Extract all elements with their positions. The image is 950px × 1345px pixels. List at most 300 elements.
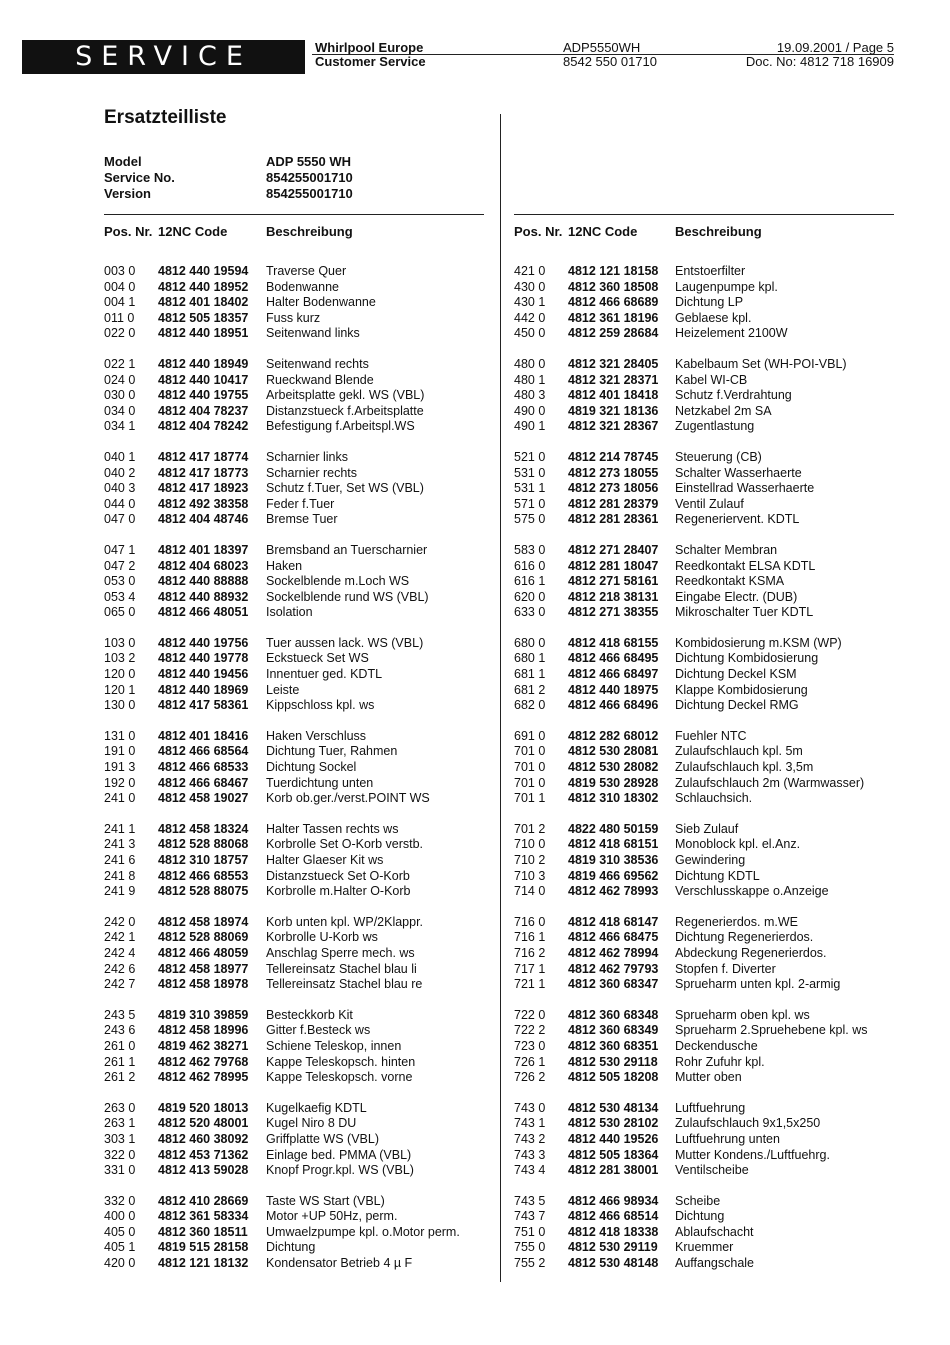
desc-cell: Dichtung Kombidosierung xyxy=(675,651,819,666)
desc-cell: Rueckwand Blende xyxy=(266,372,374,387)
code-cell: 4812 466 68564 xyxy=(158,744,249,759)
pos-cell: 723 0 xyxy=(514,1038,546,1053)
desc-cell: Korbrolle Set O-Korb verstb. xyxy=(266,837,424,852)
desc-cell: Kugel Niro 8 DU xyxy=(266,1116,357,1131)
table-row xyxy=(514,884,894,900)
pos-cell: 681 2 xyxy=(514,682,546,697)
pos-cell: 726 1 xyxy=(514,1054,546,1069)
desc-cell: Einstellrad Wasserhaerte xyxy=(675,481,815,496)
code-cell: 4812 466 68553 xyxy=(158,868,249,883)
code-cell: 4819 466 69562 xyxy=(568,868,659,883)
desc-cell: Bremse Tuer xyxy=(266,512,338,527)
pos-cell: 004 1 xyxy=(104,295,136,310)
code-cell: 4812 440 88888 xyxy=(158,574,249,589)
table-row xyxy=(514,1055,894,1071)
table-row xyxy=(514,264,894,280)
table-row xyxy=(514,1225,894,1241)
pos-cell: 400 0 xyxy=(104,1209,136,1224)
code-cell: 4812 281 38001 xyxy=(568,1163,659,1178)
desc-cell: Netzkabel 2m SA xyxy=(675,403,772,418)
desc-cell: Zulaufschlauch kpl. 5m xyxy=(675,744,803,759)
pos-cell: 531 1 xyxy=(514,481,546,496)
pos-cell: 322 0 xyxy=(104,1147,136,1162)
table-row xyxy=(104,1148,484,1164)
pos-cell: 130 0 xyxy=(104,698,136,713)
desc-cell: Kappe Teleskopsch. hinten xyxy=(266,1054,416,1069)
code-cell: 4812 466 68496 xyxy=(568,698,659,713)
desc-cell: Distanzstueck f.Arbeitsplatte xyxy=(266,403,424,418)
code-cell: 4812 418 68147 xyxy=(568,914,659,929)
pos-cell: 633 0 xyxy=(514,605,546,620)
table-row xyxy=(514,1023,894,1039)
pos-cell: 716 1 xyxy=(514,930,546,945)
table-row xyxy=(104,1023,484,1039)
code-cell: 4812 281 18047 xyxy=(568,558,659,573)
desc-cell: Tuerdichtung unten xyxy=(266,775,374,790)
desc-cell: Umwaelzpumpe kpl. o.Motor perm. xyxy=(266,1224,460,1239)
pos-cell: 242 4 xyxy=(104,945,136,960)
table-row xyxy=(514,466,894,482)
desc-cell: Eckstueck Set WS xyxy=(266,651,369,666)
parts-group xyxy=(104,1008,484,1086)
table-row xyxy=(514,853,894,869)
table-row xyxy=(514,1039,894,1055)
table-row xyxy=(104,791,484,807)
pos-cell: 303 1 xyxy=(104,1131,136,1146)
parts-group xyxy=(514,1008,894,1086)
table-row xyxy=(514,667,894,683)
table-row xyxy=(514,698,894,714)
pos-cell: 263 0 xyxy=(104,1100,136,1115)
left-groups xyxy=(104,250,484,1272)
table-row xyxy=(514,946,894,962)
pos-cell: 521 0 xyxy=(514,449,546,464)
pos-cell: 743 2 xyxy=(514,1131,546,1146)
code-cell: 4812 466 68497 xyxy=(568,667,659,682)
meta-label: Model xyxy=(104,154,142,169)
table-row xyxy=(104,373,484,389)
meta-row xyxy=(104,186,353,202)
pos-cell: 120 0 xyxy=(104,667,136,682)
desc-cell: Mutter oben xyxy=(675,1070,742,1085)
model-line-1: ADP5550WH xyxy=(563,40,641,55)
table-header xyxy=(104,214,484,250)
code-cell: 4812 458 18974 xyxy=(158,914,249,929)
desc-cell: Besteckkorb Kit xyxy=(266,1007,353,1022)
desc-cell: Haken xyxy=(266,558,303,573)
header-pos: Pos. Nr. xyxy=(514,224,563,239)
code-cell: 4812 466 68514 xyxy=(568,1209,659,1224)
pos-cell: 261 1 xyxy=(104,1054,136,1069)
meta-label: Service No. xyxy=(104,170,175,185)
table-row xyxy=(514,1256,894,1272)
meta-row xyxy=(104,154,353,170)
code-cell: 4812 321 28371 xyxy=(568,372,659,387)
desc-cell: Deckendusche xyxy=(675,1038,758,1053)
desc-cell: Luftfuehrung xyxy=(675,1100,746,1115)
desc-cell: Haken Verschluss xyxy=(266,728,367,743)
code-cell: 4812 505 18357 xyxy=(158,310,249,325)
table-row xyxy=(104,1240,484,1256)
code-cell: 4812 417 18923 xyxy=(158,481,249,496)
table-row xyxy=(104,869,484,885)
desc-cell: Fuehler NTC xyxy=(675,728,747,743)
pos-cell: 120 1 xyxy=(104,682,136,697)
table-row xyxy=(104,651,484,667)
desc-cell: Schlauchsich. xyxy=(675,791,753,806)
table-row xyxy=(514,930,894,946)
code-cell: 4812 417 58361 xyxy=(158,698,249,713)
code-cell: 4812 530 28082 xyxy=(568,760,659,775)
pos-cell: 755 0 xyxy=(514,1240,546,1255)
table-row xyxy=(514,1008,894,1024)
desc-cell: Zulaufschlauch 9x1,5x250 xyxy=(675,1116,821,1131)
code-cell: 4812 492 38358 xyxy=(158,496,249,511)
desc-cell: Arbeitsplatte gekl. WS (VBL) xyxy=(266,388,425,403)
doc-number: Doc. No: 4812 718 16909 xyxy=(745,54,894,69)
pos-cell: 241 1 xyxy=(104,821,136,836)
table-row xyxy=(514,683,894,699)
desc-cell: Schalter Wasserhaerte xyxy=(675,465,802,480)
table-row xyxy=(514,280,894,296)
code-cell: 4812 460 38092 xyxy=(158,1131,249,1146)
code-cell: 4812 466 68495 xyxy=(568,651,659,666)
code-cell: 4812 310 18757 xyxy=(158,853,249,867)
table-row xyxy=(514,744,894,760)
table-row xyxy=(104,962,484,978)
desc-cell: Anschlag Sperre mech. ws xyxy=(266,945,415,960)
table-row xyxy=(104,760,484,776)
pos-cell: 044 0 xyxy=(104,496,136,511)
code-cell: 4812 360 68349 xyxy=(568,1023,659,1038)
code-cell: 4812 530 29119 xyxy=(568,1240,658,1255)
table-row xyxy=(104,419,484,435)
code-cell: 4812 321 28405 xyxy=(568,356,659,371)
desc-cell: Tuer aussen lack. WS (VBL) xyxy=(266,635,424,650)
pos-cell: 191 3 xyxy=(104,760,136,775)
pos-cell: 241 6 xyxy=(104,853,136,867)
desc-cell: Dichtung KDTL xyxy=(675,868,760,883)
pos-cell: 743 3 xyxy=(514,1147,546,1162)
desc-cell: Tellereinsatz Stachel blau re xyxy=(266,977,423,992)
meta-value: 854255001710 xyxy=(266,186,353,201)
code-cell: 4812 417 18774 xyxy=(158,449,249,464)
code-cell: 4812 401 18397 xyxy=(158,542,249,557)
pos-cell: 480 0 xyxy=(514,356,546,371)
code-cell: 4812 458 18977 xyxy=(158,961,249,976)
pos-cell: 716 0 xyxy=(514,914,546,929)
center-divider xyxy=(500,114,501,1282)
table-row xyxy=(104,264,484,280)
table-row xyxy=(514,1132,894,1148)
code-cell: 4812 528 88069 xyxy=(158,930,249,945)
code-cell: 4812 440 10417 xyxy=(158,372,249,387)
parts-group xyxy=(104,450,484,528)
code-cell: 4819 462 38271 xyxy=(158,1038,249,1053)
desc-cell: Halter Tassen rechts ws xyxy=(266,821,399,836)
table-row xyxy=(104,326,484,342)
pos-cell: 490 0 xyxy=(514,403,546,418)
table-row xyxy=(104,1132,484,1148)
desc-cell: Dichtung Tuer, Rahmen xyxy=(266,744,398,759)
table-row xyxy=(514,837,894,853)
desc-cell: Dichtung xyxy=(266,1240,316,1255)
code-cell: 4812 361 58334 xyxy=(158,1209,249,1224)
desc-cell: Korb unten kpl. WP/2Klappr. xyxy=(266,914,424,929)
desc-cell: Seitenwand rechts xyxy=(266,356,369,371)
parts-table-right xyxy=(514,214,894,1272)
pos-cell: 003 0 xyxy=(104,264,136,278)
pos-cell: 420 0 xyxy=(104,1256,136,1271)
table-row xyxy=(514,311,894,327)
table-row xyxy=(514,1163,894,1179)
table-row xyxy=(104,946,484,962)
code-cell: 4812 505 18208 xyxy=(568,1070,659,1085)
code-cell: 4812 466 68689 xyxy=(568,295,659,310)
code-cell: 4812 440 19778 xyxy=(158,651,249,666)
code-cell: 4812 281 28379 xyxy=(568,496,659,511)
desc-cell: Distanzstueck Set O-Korb xyxy=(266,868,410,883)
code-cell: 4812 404 68023 xyxy=(158,558,249,573)
code-cell: 4812 466 48051 xyxy=(158,605,249,620)
table-row xyxy=(514,636,894,652)
parts-group xyxy=(514,915,894,993)
code-cell: 4812 462 79793 xyxy=(568,961,659,976)
pos-cell: 721 1 xyxy=(514,977,546,992)
pos-cell: 243 6 xyxy=(104,1023,136,1038)
pos-cell: 241 0 xyxy=(104,791,136,806)
parts-group xyxy=(104,1101,484,1179)
table-row xyxy=(514,388,894,404)
parts-group xyxy=(514,357,894,435)
table-row xyxy=(104,1101,484,1117)
desc-cell: Sprueharm oben kpl. ws xyxy=(675,1007,810,1022)
parts-group xyxy=(514,450,894,528)
desc-cell: Sockelblende rund WS (VBL) xyxy=(266,589,429,604)
pos-cell: 103 0 xyxy=(104,635,136,650)
desc-cell: Ablaufschacht xyxy=(675,1224,754,1239)
table-row xyxy=(104,636,484,652)
pos-cell: 616 0 xyxy=(514,558,546,573)
parts-table-left xyxy=(104,214,484,1272)
date-page: 19.09.2001 / Page 5 xyxy=(776,40,894,55)
table-row xyxy=(104,744,484,760)
table-row xyxy=(514,497,894,513)
pos-cell: 131 0 xyxy=(104,728,136,743)
pos-cell: 242 6 xyxy=(104,961,136,976)
desc-cell: Korbrolle m.Halter O-Korb xyxy=(266,884,411,899)
table-row xyxy=(104,466,484,482)
pos-cell: 442 0 xyxy=(514,310,546,325)
pos-cell: 716 2 xyxy=(514,945,546,960)
desc-cell: Fuss kurz xyxy=(266,310,321,325)
desc-cell: Steuerung (CB) xyxy=(675,449,762,464)
code-cell: 4812 273 18056 xyxy=(568,481,659,496)
pos-cell: 680 1 xyxy=(514,651,546,666)
table-row xyxy=(514,357,894,373)
parts-group xyxy=(514,543,894,621)
table-row xyxy=(514,326,894,342)
code-cell: 4812 458 18978 xyxy=(158,977,249,992)
table-row xyxy=(514,962,894,978)
desc-cell: Klappe Kombidosierung xyxy=(675,682,808,697)
parts-group xyxy=(104,822,484,900)
header-pos: Pos. Nr. xyxy=(104,224,153,239)
desc-cell: Sprueharm 2.Spruehebene kpl. ws xyxy=(675,1023,868,1038)
pos-cell: 701 0 xyxy=(514,760,546,775)
desc-cell: Korb ob.ger./verst.POINT WS xyxy=(266,791,430,806)
company-block xyxy=(315,41,426,69)
desc-cell: Laugenpumpe kpl. xyxy=(675,279,778,294)
pos-cell: 616 1 xyxy=(514,574,546,589)
table-row xyxy=(104,729,484,745)
pos-cell: 191 0 xyxy=(104,744,136,759)
code-cell: 4812 528 88068 xyxy=(158,837,249,852)
model-line-2: 8542 550 01710 xyxy=(563,54,657,69)
header-code: 12NC Code xyxy=(568,224,638,239)
table-row xyxy=(104,590,484,606)
code-cell: 4812 360 18511 xyxy=(158,1224,248,1239)
desc-cell: Luftfuehrung unten xyxy=(675,1131,780,1146)
page-title: Ersatzteilliste xyxy=(104,107,227,128)
table-row xyxy=(514,822,894,838)
pos-cell: 241 3 xyxy=(104,837,136,852)
desc-cell: Seitenwand links xyxy=(266,326,360,341)
pos-cell: 480 1 xyxy=(514,372,546,387)
code-cell: 4812 404 48746 xyxy=(158,512,249,527)
table-row xyxy=(104,311,484,327)
code-cell: 4812 418 68151 xyxy=(568,837,659,852)
code-cell: 4812 282 68012 xyxy=(568,728,659,743)
parts-group xyxy=(514,1194,894,1272)
code-cell: 4812 462 78993 xyxy=(568,884,659,899)
desc-cell: Stopfen f. Diverter xyxy=(675,961,776,976)
pos-cell: 680 0 xyxy=(514,635,546,650)
pos-cell: 022 1 xyxy=(104,356,136,371)
desc-cell: Dichtung Sockel xyxy=(266,760,357,775)
code-cell: 4812 273 18055 xyxy=(568,465,659,480)
table-row xyxy=(514,512,894,528)
desc-cell: Taste WS Start (VBL) xyxy=(266,1193,385,1208)
pos-cell: 241 8 xyxy=(104,868,136,883)
pos-cell: 030 0 xyxy=(104,388,136,403)
table-row xyxy=(514,481,894,497)
code-cell: 4812 410 28669 xyxy=(158,1193,249,1208)
table-row xyxy=(514,791,894,807)
desc-cell: Monoblock kpl. el.Anz. xyxy=(675,837,801,852)
table-row xyxy=(104,295,484,311)
desc-cell: Sockelblende m.Loch WS xyxy=(266,574,410,589)
desc-cell: Kabelbaum Set (WH-POI-VBL) xyxy=(675,356,847,371)
table-row xyxy=(104,776,484,792)
pos-cell: 242 0 xyxy=(104,914,136,929)
pos-cell: 743 7 xyxy=(514,1209,546,1224)
code-cell: 4812 271 28407 xyxy=(568,542,659,557)
pos-cell: 040 2 xyxy=(104,465,136,480)
pos-cell: 490 1 xyxy=(514,419,546,434)
pos-cell: 722 2 xyxy=(514,1023,546,1038)
pos-cell: 575 0 xyxy=(514,512,546,527)
table-row xyxy=(104,1008,484,1024)
desc-cell: Mutter Kondens./Luftfuehrg. xyxy=(675,1147,830,1162)
table-row xyxy=(514,295,894,311)
desc-cell: Traverse Quer xyxy=(266,264,347,278)
desc-cell: Kombidosierung m.KSM (WP) xyxy=(675,635,842,650)
code-cell: 4812 520 48001 xyxy=(158,1116,249,1131)
code-cell: 4812 361 18196 xyxy=(568,310,659,325)
parts-group xyxy=(514,636,894,714)
desc-cell: Halter Glaeser Kit ws xyxy=(266,853,384,867)
desc-cell: Schalter Membran xyxy=(675,542,778,557)
parts-group xyxy=(104,915,484,993)
pos-cell: 710 0 xyxy=(514,837,546,852)
pos-cell: 040 1 xyxy=(104,449,136,464)
code-cell: 4812 440 19755 xyxy=(158,388,249,403)
right-groups xyxy=(514,250,894,1272)
code-cell: 4812 321 28367 xyxy=(568,419,659,434)
pos-cell: 053 4 xyxy=(104,589,136,604)
code-cell: 4812 401 18418 xyxy=(568,388,659,403)
model-block xyxy=(563,41,657,69)
code-cell: 4812 360 68348 xyxy=(568,1007,659,1022)
table-row xyxy=(104,605,484,621)
desc-cell: Korbrolle U-Korb ws xyxy=(266,930,378,945)
code-cell: 4812 462 78995 xyxy=(158,1070,249,1085)
code-cell: 4822 480 50159 xyxy=(568,821,659,836)
desc-cell: Feder f.Tuer xyxy=(266,496,335,511)
pos-cell: 405 1 xyxy=(104,1240,136,1255)
parts-group xyxy=(104,264,484,342)
table-row xyxy=(104,497,484,513)
desc-cell: Mikroschalter Tuer KDTL xyxy=(675,605,814,620)
meta-row xyxy=(104,170,353,186)
desc-cell: Kondensator Betrieb 4 µ F xyxy=(266,1256,413,1271)
code-cell: 4812 462 79768 xyxy=(158,1054,249,1069)
parts-group xyxy=(104,636,484,714)
code-cell: 4812 440 19594 xyxy=(158,264,249,278)
table-row xyxy=(514,869,894,885)
desc-cell: Sieb Zulauf xyxy=(675,821,739,836)
table-row xyxy=(104,1209,484,1225)
pos-cell: 261 0 xyxy=(104,1038,136,1053)
code-cell: 4812 418 18338 xyxy=(568,1224,659,1239)
pos-cell: 022 0 xyxy=(104,326,136,341)
pos-cell: 034 1 xyxy=(104,419,136,434)
table-row xyxy=(104,1055,484,1071)
pos-cell: 103 2 xyxy=(104,651,136,666)
table-row xyxy=(104,543,484,559)
table-row xyxy=(104,683,484,699)
pos-cell: 691 0 xyxy=(514,728,546,743)
table-row xyxy=(514,590,894,606)
pos-cell: 743 0 xyxy=(514,1100,546,1115)
code-cell: 4812 401 18416 xyxy=(158,728,249,743)
code-cell: 4812 530 28102 xyxy=(568,1116,659,1131)
table-row xyxy=(104,357,484,373)
desc-cell: Leiste xyxy=(266,682,300,697)
code-cell: 4812 440 18975 xyxy=(568,682,659,697)
meta-label: Version xyxy=(104,186,151,201)
table-row xyxy=(104,404,484,420)
pos-cell: 034 0 xyxy=(104,403,136,418)
table-row xyxy=(514,543,894,559)
table-row xyxy=(104,667,484,683)
pos-cell: 430 0 xyxy=(514,279,546,294)
desc-cell: Zulaufschlauch 2m (Warmwasser) xyxy=(675,775,865,790)
desc-cell: Griffplatte WS (VBL) xyxy=(266,1131,379,1146)
pos-cell: 743 5 xyxy=(514,1193,546,1208)
table-row xyxy=(104,1194,484,1210)
